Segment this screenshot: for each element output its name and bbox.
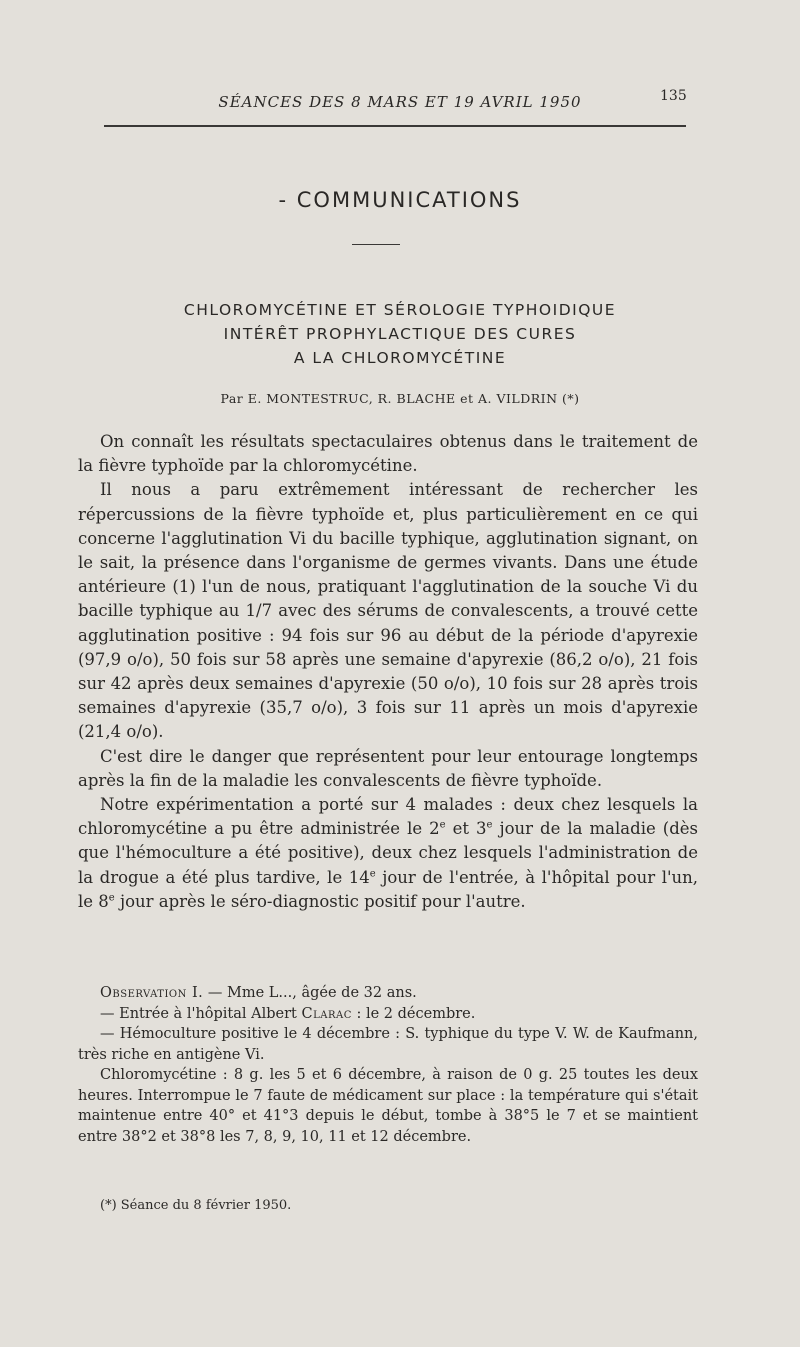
article-title-line: INTÉRÊT PROPHYLACTIQUE DES CURES (223, 325, 577, 343)
superscript: e (439, 819, 446, 831)
observation-line (78, 1004, 698, 1025)
observation-text: — Entrée à l'hôpital Albert (100, 1005, 302, 1022)
running-head: SÉANCES DES 8 MARS ET 19 AVRIL 1950 (218, 93, 582, 111)
byline: Par E. MONTESTRUC, R. BLACHE et A. VILDRIN (*) (220, 391, 580, 406)
article-body (78, 430, 698, 914)
page-number: 135 (660, 88, 687, 104)
paragraph-text: jour de l'entrée, à l'hôpital pour l'un, le 8 (78, 867, 698, 911)
article-title-line: CHLOROMYCÉTINE ET SÉROLOGIE TYPHOIDIQUE (183, 301, 617, 319)
article-title-line: A LA CHLOROMYCÉTINE (293, 349, 507, 367)
header-rule (104, 125, 686, 127)
observation-text: : le 2 décembre. (351, 1005, 476, 1022)
hospital-name: Clarac (301, 1005, 352, 1022)
footnote: (*) Séance du 8 février 1950. (100, 1198, 292, 1213)
observation-line (78, 983, 698, 1004)
section-divider (352, 244, 400, 245)
superscript: e (486, 819, 493, 831)
observation-line: — Hémoculture positive le 4 décembre : S. typhique du type V. W. de Kaufmann, très riche en antigène Vi. (78, 1026, 698, 1063)
paragraph: On connaît les résultats spectaculaires obtenus dans le traitement de la fièvre typhoïde par la chloromycétine. (78, 432, 698, 476)
section-title: - COMMUNICATIONS (278, 188, 522, 212)
paragraph-text: jour après le séro-diagnostic positif pour l'autre. (114, 891, 526, 911)
paragraph: C'est dire le danger que représentent pour leur entourage longtemps après la fin de la maladie les convalescents de fièvre typhoïde. (78, 746, 698, 790)
observation-text: — Mme L..., âgée de 32 ans. (203, 985, 417, 1001)
paragraph (78, 793, 698, 914)
superscript: e (369, 868, 376, 880)
superscript: e (108, 892, 115, 904)
observation-block (78, 983, 698, 1147)
article-title (70, 298, 730, 370)
paragraph: Il nous a paru extrêmement intéressant de rechercher les répercussions de la fièvre typhoïde et, plus particulièrement en ce qui concerne l'agglutination Vi du bacille typhique, agglutination signant, on le sait, la présence dans l'organisme de germes vivants. Dans une étude antérieure (1) l'un de nous, pratiquant l'agglutination de la souche Vi du bacille typhique au 1/7 avec des sérums de convalescents, a trouvé cette agglutination positive : 94 fois sur 96 au début de la période d'apyrexie (97,9 o/o), 50 fois sur 58 après une semaine d'apyrexie (86,2 o/o), 21 fois sur 42 après deux semaines d'apyrexie (50 o/o), 10 fois sur 28 après trois semaines d'apyrexie (35,7 o/o), 3 fois sur 11 après un mois d'apyrexie (21,4 o/o). (78, 480, 698, 742)
paragraph-text: et 3 (445, 819, 487, 839)
observation-label: Observation I. (100, 985, 204, 1001)
paragraph-text: Notre expérimentation a porté sur 4 malades : deux chez lesquels la chloromycétine a pu être administrée le 2 (78, 795, 698, 839)
observation-line: Chloromycétine : 8 g. les 5 et 6 décembre, à raison de 0 g. 25 toutes les deux heures. Interrompue le 7 faute de médicament sur place : la température qui s'était maintenue entre 40° et 41°3 depuis le début, tombe à 38°5 le 7 et se maintient entre 38°2 et 38°8 les 7, 8, 9, 10, 11 et 12 décembre. (78, 1067, 698, 1145)
paragraph-text: jour de la maladie (dès que l'hémoculture a été positive), deux chez lesquels l'administration de la drogue a été plus tardive, le 14 (78, 819, 698, 887)
